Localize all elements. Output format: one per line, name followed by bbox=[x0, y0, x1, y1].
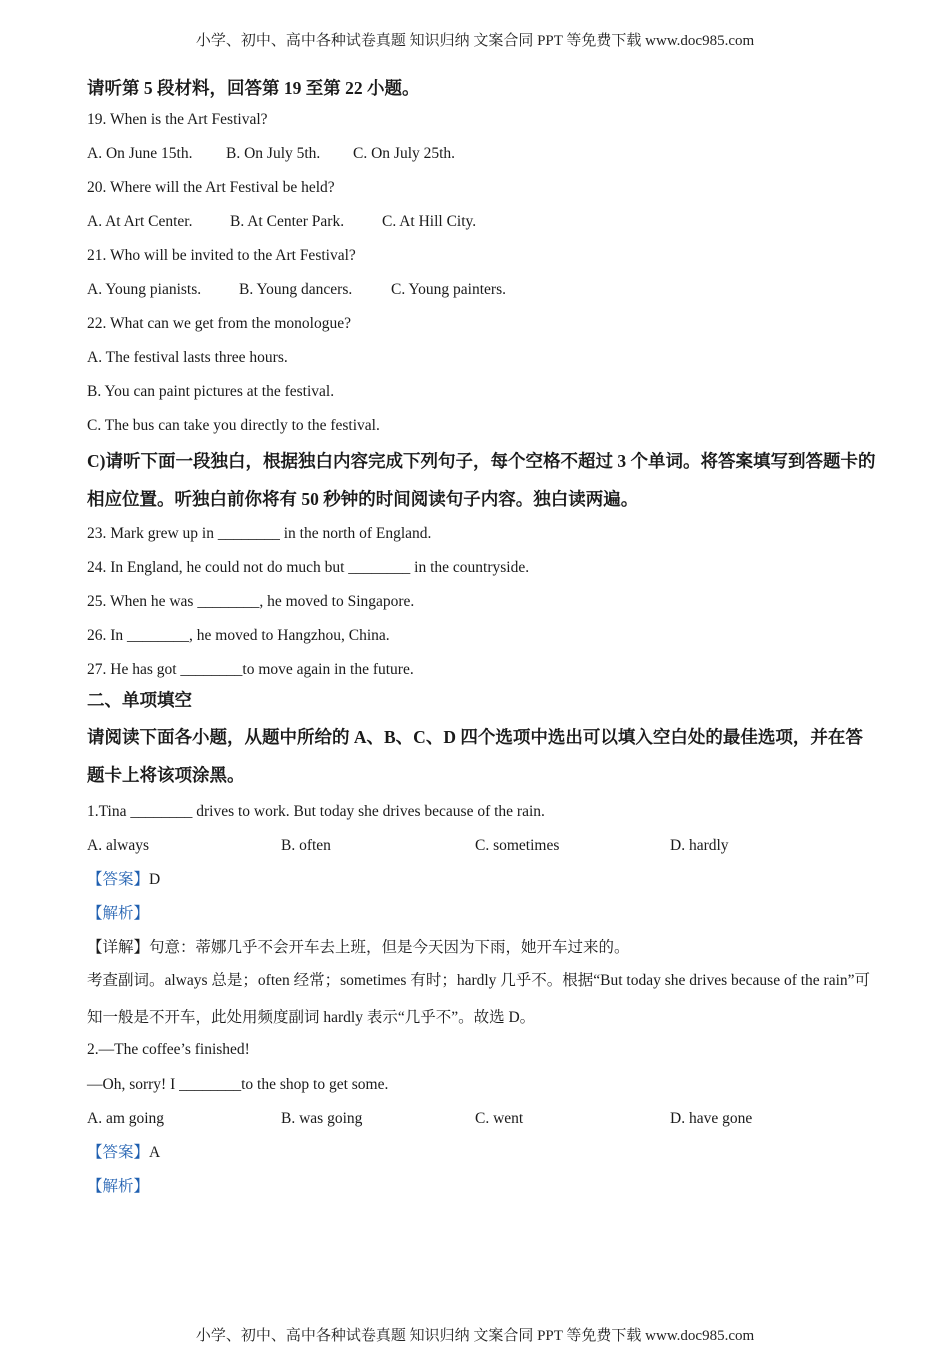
q20-stem: 20. Where will the Art Festival be held? bbox=[87, 179, 335, 196]
section5-instruction: 请听第 5 段材料，回答第 19 至第 22 小题。 bbox=[87, 78, 420, 98]
mc1-detail bbox=[87, 938, 877, 958]
q19-option-c: C. On July 25th. bbox=[353, 145, 456, 162]
page-header: 小学、初中、高中各种试卷真题 知识归纳 文案合同 PPT 等免费下载 www.doc985.com bbox=[195, 33, 755, 49]
q22-option-b: B. You can paint pictures at the festival. bbox=[87, 383, 335, 400]
mc2-option-d: D. have gone bbox=[670, 1110, 753, 1127]
mc1-option-d: D. hardly bbox=[670, 837, 729, 854]
document-body bbox=[87, 78, 877, 1211]
mc2-analysis-tag: 【解析】 bbox=[87, 1178, 150, 1195]
q21-option-c: C. Young painters. bbox=[391, 281, 506, 298]
mc1-stem: 1.Tina ________ drives to work. But today she drives because of the rain. bbox=[87, 803, 545, 820]
q22-option-c: C. The bus can take you directly to the festival. bbox=[87, 417, 380, 434]
q20-options bbox=[87, 212, 877, 232]
mc2-stem-1: 2.—The coffee’s finished! bbox=[87, 1041, 250, 1058]
q21-options bbox=[87, 280, 877, 300]
fill-23: 23. Mark grew up in ________ in the north of England. bbox=[87, 525, 432, 542]
q19-stem: 19. When is the Art Festival? bbox=[87, 111, 268, 128]
mc2-option-a: A. am going bbox=[87, 1110, 165, 1127]
q20-option-b: B. At Center Park. bbox=[230, 213, 345, 230]
mc1-answer-value: D bbox=[149, 871, 161, 888]
mc2-answer bbox=[87, 1143, 877, 1163]
mc2-option-b: B. was going bbox=[281, 1110, 363, 1127]
partC-instruction: C)请听下面一段独白，根据独白内容完成下列句子，每个空格不超过 3 个单词。将答案填写到答题卡的相应位置。听独白前你将有 50 秒钟的时间阅读句子内容。独白读两遍。 bbox=[87, 451, 876, 509]
fill-27: 27. He has got ________to move again in the future. bbox=[87, 661, 414, 678]
q19-option-a: A. On June 15th. bbox=[87, 145, 193, 162]
mc2-option-c: C. went bbox=[475, 1110, 524, 1127]
q20-option-c: C. At Hill City. bbox=[382, 213, 477, 230]
part2-title: 二、单项填空 bbox=[87, 690, 192, 710]
fill-24: 24. In England, he could not do much but ________ in the countryside. bbox=[87, 559, 530, 576]
fill-26: 26. In ________, he moved to Hangzhou, China. bbox=[87, 627, 390, 644]
mc2-options bbox=[87, 1109, 877, 1129]
mc1-option-c: C. sometimes bbox=[475, 837, 560, 854]
page-footer: 小学、初中、高中各种试卷真题 知识归纳 文案合同 PPT 等免费下载 www.doc985.com bbox=[195, 1328, 755, 1344]
answer-tag: 【答案】 bbox=[87, 871, 150, 888]
mc1-detail-text: 句意：蒂娜几乎不会开车去上班，但是今天因为下雨，她开车过来的。 bbox=[149, 939, 630, 956]
fill-25: 25. When he was ________, he moved to Singapore. bbox=[87, 593, 415, 610]
q19-options bbox=[87, 144, 877, 164]
mc1-analysis-tag: 【解析】 bbox=[87, 905, 150, 922]
q21-stem: 21. Who will be invited to the Art Festival? bbox=[87, 247, 356, 264]
mc2-answer-value: A bbox=[149, 1144, 161, 1161]
q20-option-a: A. At Art Center. bbox=[87, 213, 193, 230]
q22-option-a: A. The festival lasts three hours. bbox=[87, 349, 288, 366]
q21-option-b: B. Young dancers. bbox=[239, 281, 353, 298]
mc1-explanation: 考查副词。always 总是；often 经常；sometimes 有时；hardly 几乎不。根据“But today she drives because of the rain”可知一般是不开车，此处用频度副词 hardly 表示“几乎不”。故选 D。 bbox=[87, 972, 871, 1026]
mc1-option-b: B. often bbox=[281, 837, 331, 854]
detail-tag: 【详解】 bbox=[87, 939, 150, 956]
mc1-answer bbox=[87, 870, 877, 890]
mc1-option-a: A. always bbox=[87, 837, 149, 854]
mc1-options bbox=[87, 836, 877, 856]
answer-tag: 【答案】 bbox=[87, 1144, 150, 1161]
q21-option-a: A. Young pianists. bbox=[87, 281, 202, 298]
q19-option-b: B. On July 5th. bbox=[226, 145, 321, 162]
mc2-stem-2: —Oh, sorry! I ________to the shop to get some. bbox=[87, 1076, 389, 1093]
part2-instruction: 请阅读下面各小题，从题中所给的 A、B、C、D 四个选项中选出可以填入空白处的最佳选项，并在答题卡上将该项涂黑。 bbox=[87, 727, 863, 785]
q22-stem: 22. What can we get from the monologue? bbox=[87, 315, 351, 332]
